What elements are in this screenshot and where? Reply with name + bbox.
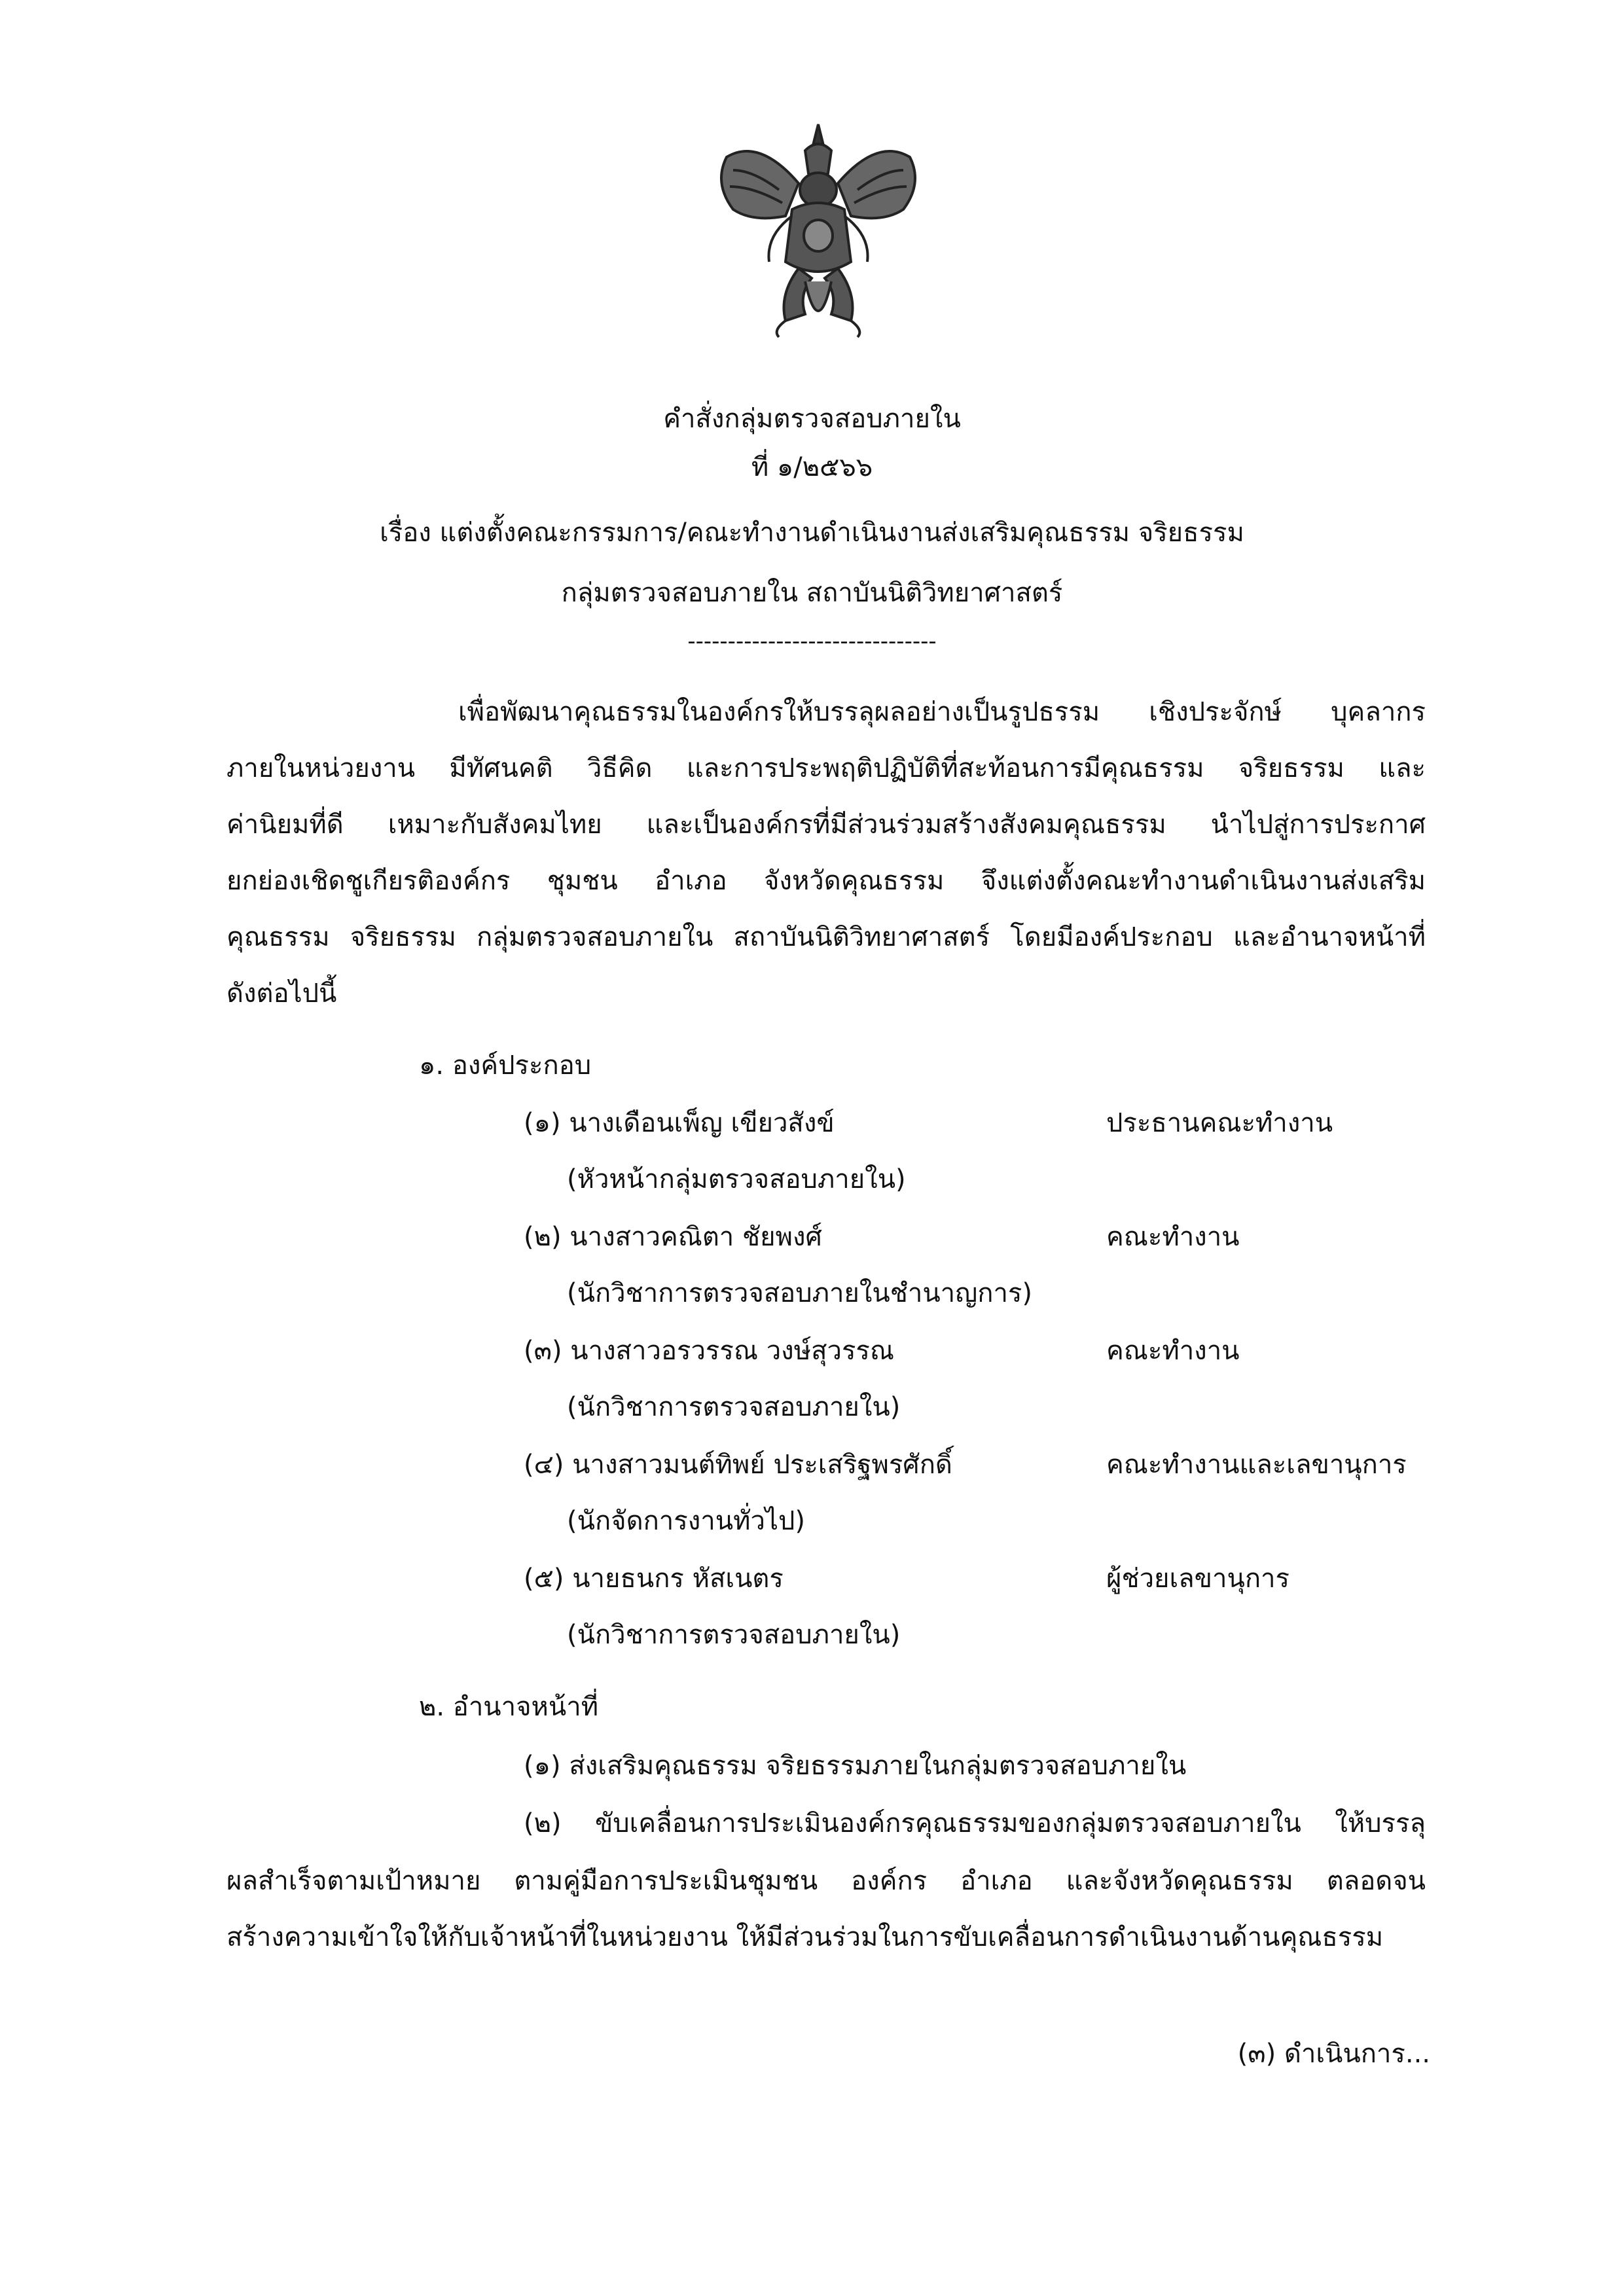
intro-line-4: ยกย่องเชิดชูเกียรติองค์กร ชุมชน อำเภอ จังหวัดคุณธรรม จึงแต่งตั้งคณะทำงานดำเนินงานส่งเสริม	[226, 866, 1426, 896]
duty-item-2-line-1: (๒) ขับเคลื่อนการประเมินองค์กรคุณธรรมของกลุ่มตรวจสอบภายใน ให้บรรลุ	[524, 1808, 1426, 1839]
intro-line-3: ค่านิยมที่ดี เหมาะกับสังคมไทย และเป็นองค์กรที่มีส่วนร่วมสร้างสังคมคุณธรรม นำไปสู่การประกาศ	[226, 810, 1426, 840]
member-5-position: (นักวิชาการตรวจสอบภายใน)	[567, 1620, 901, 1650]
member-2-position: (นักวิชาการตรวจสอบภายในชำนาญการ)	[567, 1278, 1032, 1308]
order-number: ที่ ๑/๒๕๖๖	[751, 452, 873, 482]
member-4-role: คณะทำงานและเลขานุการ	[1106, 1450, 1407, 1480]
section-2-heading: ๒. อำนาจหน้าที่	[419, 1692, 599, 1722]
intro-line-5: คุณธรรม จริยธรรม กลุ่มตรวจสอบภายใน สถาบันนิติวิทยาศาสตร์ โดยมีองค์ประกอบ และอำนาจหน้าที่	[226, 922, 1426, 952]
header-divider: -------------------------------	[687, 628, 937, 655]
continuation-note: (๓) ดำเนินการ...	[1237, 2039, 1430, 2069]
section-1-heading: ๑. องค์ประกอบ	[419, 1050, 592, 1081]
intro-line-1: เพื่อพัฒนาคุณธรรมในองค์กรให้บรรลุผลอย่างเป็นรูปธรรม เชิงประจักษ์ บุคลากร	[458, 697, 1426, 727]
member-2-name: (๒) นางสาวคณิตา ชัยพงศ์	[524, 1222, 822, 1252]
member-3-position: (นักวิชาการตรวจสอบภายใน)	[567, 1392, 901, 1422]
duty-item-1: (๑) ส่งเสริมคุณธรรม จริยธรรมภายในกลุ่มตรวจสอบภายใน	[524, 1751, 1187, 1781]
member-5-name: (๕) นายธนกร หัสเนตร	[524, 1564, 784, 1594]
intro-line-6: ดังต่อไปนี้	[226, 978, 337, 1009]
intro-line-2: ภายในหน่วยงาน มีทัศนคติ วิธีคิด และการประพฤติปฏิบัติที่สะท้อนการมีคุณธรรม จริยธรรม และ	[226, 753, 1426, 783]
member-1-name: (๑) นางเดือนเพ็ญ เขียวสังข์	[524, 1108, 835, 1138]
garuda-emblem-icon	[707, 111, 929, 347]
order-title: คำสั่งกลุ่มตรวจสอบภายใน	[663, 404, 961, 434]
order-subject-line-1: เรื่อง แต่งตั้งคณะกรรมการ/คณะทำงานดำเนินงานส่งเสริมคุณธรรม จริยธรรม	[380, 518, 1244, 548]
member-1-role: ประธานคณะทำงาน	[1106, 1108, 1333, 1138]
order-subject-line-2: กลุ่มตรวจสอบภายใน สถาบันนิติวิทยาศาสตร์	[561, 578, 1063, 608]
member-4-position: (นักจัดการงานทั่วไป)	[567, 1506, 806, 1536]
duty-item-2-line-3: สร้างความเข้าใจให้กับเจ้าหน้าที่ในหน่วยงาน ให้มีส่วนร่วมในการขับเคลื่อนการดำเนินงานด้านคุณธรรม	[226, 1922, 1384, 1952]
member-3-role: คณะทำงาน	[1106, 1336, 1240, 1366]
duty-item-2-line-2: ผลสำเร็จตามเป้าหมาย ตามคู่มือการประเมินชุมชน องค์กร อำเภอ และจังหวัดคุณธรรม ตลอดจน	[226, 1866, 1426, 1896]
member-2-role: คณะทำงาน	[1106, 1222, 1240, 1252]
member-4-name: (๔) นางสาวมนต์ทิพย์ ประเสริฐพรศักดิ์	[524, 1450, 952, 1480]
member-5-role: ผู้ช่วยเลขานุการ	[1106, 1564, 1290, 1594]
member-1-position: (หัวหน้ากลุ่มตรวจสอบภายใน)	[567, 1164, 906, 1194]
member-3-name: (๓) นางสาวอรวรรณ วงษ์สุวรรณ	[524, 1336, 895, 1366]
